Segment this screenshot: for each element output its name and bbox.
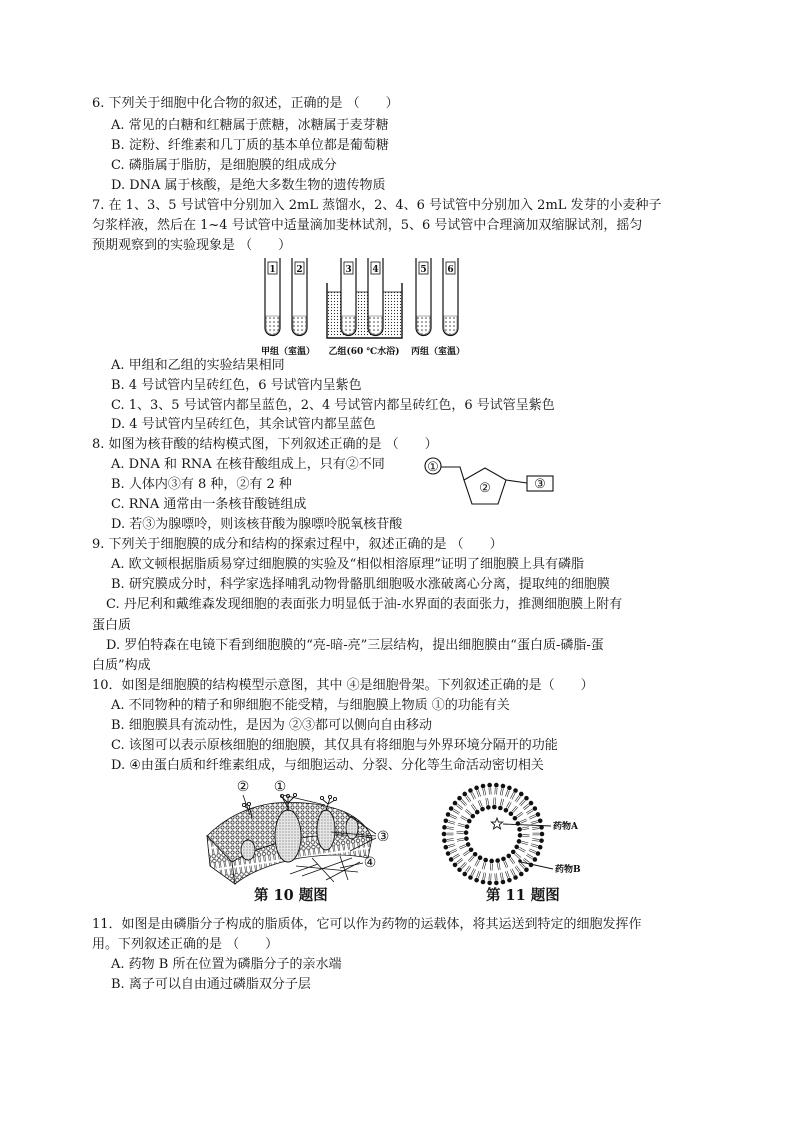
tube-number-4: 4 [372, 265, 379, 275]
liposome-diagram [435, 778, 595, 888]
phospholipid-head [501, 857, 506, 862]
label-2: ② [236, 779, 250, 795]
phospholipid-tail [453, 811, 459, 815]
phospholipid-head [446, 812, 451, 817]
phospholipid-tail [500, 873, 501, 880]
phospholipid-tail [517, 813, 523, 817]
question-10-option-c: C. 该图可以表示原核细胞的细胞膜，其仅具有将细胞与外界环境分隔开的功能 [111, 738, 558, 753]
label-pentose: ② [479, 481, 491, 496]
nucleotide-diagram [420, 452, 560, 512]
phospholipid-tail [484, 863, 486, 870]
phospholipid-tail [456, 805, 461, 809]
phospholipid-tail [448, 821, 455, 823]
drug-b-label: 药物B [555, 865, 581, 875]
question-9-option-d-continued: 白质”构成 [92, 658, 151, 673]
test-tube-4 [368, 258, 383, 336]
phospholipid-head [483, 858, 488, 863]
phospholipid-tail [483, 872, 484, 879]
phospholipid-head [536, 851, 541, 856]
phospholipid-head [489, 859, 494, 864]
phospholipid-head [486, 805, 491, 810]
question-9-option-d: D. 罗伯特森在电镜下看到细胞膜的“亮-暗-亮”三层结构，提出细胞膜由“蛋白质-磷脂-蛋 [106, 638, 604, 653]
question-10-stem: 10．如图是细胞膜的结构模型示意图，其中 ④是细胞骨架。下列叙述正确的是（ ） [92, 678, 594, 693]
tube-number-5: 5 [420, 265, 427, 275]
question-10-option-a: A. 不同物种的精子和卵细胞不能受精，与细胞膜上物质 ①的功能有关 [111, 698, 510, 713]
phospholipid-tail [463, 850, 469, 854]
phospholipid-head [501, 880, 506, 885]
phospholipid-head [514, 845, 519, 850]
drug-a-star [491, 818, 502, 829]
phospholipid-head [524, 868, 529, 873]
label-3: ③ [376, 829, 390, 845]
phospholipid-head [519, 792, 524, 797]
phospholipid-tail [462, 863, 467, 868]
phospholipid-tail [447, 840, 454, 841]
phospholipid-tail [526, 855, 532, 859]
test-tube-3 [341, 258, 356, 336]
phospholipid-tail [461, 801, 466, 806]
phospholipid-head [470, 814, 475, 819]
question-11-stem-line-2: 用。下列叙述正确的是 （ ） [92, 937, 279, 952]
phospholipid-head [442, 838, 447, 843]
phospholipid-head [513, 816, 518, 821]
phospholipid-tail [531, 844, 538, 846]
phospholipid-tail [447, 827, 454, 828]
test-tube-5 [416, 258, 431, 336]
phospholipid-head [457, 796, 462, 801]
phospholipid-tail [484, 873, 485, 880]
phospholipid-head [504, 808, 509, 813]
phospholipid-head [518, 833, 523, 838]
question-7-stem-line-2: 匀浆样液，然后在 1~4 号试管中适量滴加斐林试剂，5、6 号试管中合理滴加双缩脲试剂，摇匀 [92, 218, 643, 233]
phospholipid-tail [462, 799, 467, 804]
phospholipid-head [513, 788, 518, 793]
phospholipid-tail [447, 838, 454, 839]
question-11-option-a: A. 药物 B 所在位置为磷脂分子的亲水端 [111, 957, 342, 972]
phospholipid-tail [465, 866, 469, 872]
phospholipid-tail [524, 858, 529, 862]
phospholipid-tail [499, 863, 500, 870]
phospholipid-tail [482, 862, 484, 869]
phospholipid-tail [483, 789, 484, 796]
phospholipid-tail [522, 829, 529, 830]
question-8-option-d: D. 若③为腺嘌呤，则该核苷酸为腺嘌呤脱氧核苷酸 [111, 517, 403, 532]
question-10-option-b: B. 细胞膜具有流动性，是因为 ②③都可以侧向自由移动 [111, 718, 432, 733]
phospholipid-tail [454, 855, 460, 859]
phospholipid-head [494, 881, 499, 886]
question-10-option-d: D. ④由蛋白质和纤维素组成，与细胞运动、分裂、分化等生命活动密切相关 [111, 758, 544, 773]
phospholipid-tail [532, 838, 539, 839]
phospholipid-head [533, 806, 538, 811]
question-8-option-c: C. RNA 通常由一条核苷酸链组成 [111, 497, 307, 512]
embedded-protein [241, 840, 255, 860]
phospholipid-tail [497, 863, 498, 870]
phospholipid-head [466, 842, 471, 847]
phospholipid-tail [500, 799, 502, 806]
phospholipid-head [495, 858, 500, 863]
phospholipid-head [442, 825, 447, 830]
phospholipid-tail [515, 795, 519, 801]
question-8-stem: 8. 如图为核苷酸的结构模式图，下列叙述正确的是 （ ） [92, 437, 438, 452]
phospholipid-tail [527, 854, 533, 858]
phosphate-sugar-bond [441, 467, 464, 480]
phospholipid-tail [472, 804, 476, 810]
phospholipid-tail [458, 823, 465, 825]
phospholipid-head [498, 806, 503, 811]
phospholipid-head [444, 845, 449, 850]
phospholipid-tail [511, 857, 515, 863]
phospholipid-tail [512, 806, 517, 811]
phospholipid-head [468, 788, 473, 793]
phospholipid-tail [457, 838, 464, 839]
phospholipid-head [457, 868, 462, 873]
phospholipid-tail [532, 840, 539, 841]
phospholipid-head [462, 872, 467, 877]
phospholipid-tail [516, 812, 522, 816]
phospholipid-tail [522, 827, 529, 828]
phospholipid-head [449, 806, 454, 811]
phospholipid-head [475, 810, 480, 815]
phospholipid-head [519, 872, 524, 877]
phospholipid-head [536, 812, 541, 817]
phospholipid-tail [502, 789, 503, 796]
phospholipid-head [533, 857, 538, 862]
phospholipid-tail [527, 811, 533, 815]
phospholipid-tail [515, 867, 519, 873]
phospholipid-tail [523, 804, 528, 808]
phospholipid-head [506, 854, 511, 859]
phospholipid-head [507, 878, 512, 883]
phospholipid-tail [457, 840, 464, 841]
phospholipid-head [494, 783, 499, 788]
question-9-option-c-continued: 蛋白质 [92, 618, 132, 633]
tube-number-3: 3 [345, 265, 352, 275]
phospholipid-tail [458, 825, 465, 827]
transmembrane-protein [317, 810, 335, 850]
question-9-stem: 9. 下列关于细胞膜的成分和结构的探索过程中，叙述正确的是 （ ） [92, 537, 503, 552]
phospholipid-tail [502, 799, 504, 806]
question-7-option-d: D. 4 号试管内呈砖红色，其余试管内都呈蓝色 [111, 417, 376, 432]
phospholipid-tail [456, 858, 461, 862]
phospholipid-tail [517, 797, 521, 803]
phospholipid-head [474, 878, 479, 883]
phospholipid-head [480, 807, 485, 812]
tube-number-2: 2 [296, 265, 303, 275]
phospholipid-tail [509, 858, 513, 864]
phospholipid-tail [526, 809, 532, 813]
phospholipid-tail [532, 827, 539, 828]
label-phosphate: ① [427, 460, 439, 475]
phospholipid-head [446, 851, 451, 856]
phospholipid-head [487, 783, 492, 788]
phospholipid-head [517, 839, 522, 844]
label-4: ④ [363, 855, 377, 871]
phospholipid-head [464, 836, 469, 841]
phospholipid-tail [447, 829, 454, 830]
phospholipid-tail [454, 809, 460, 813]
phospholipid-head [444, 818, 449, 823]
phospholipid-head [453, 863, 458, 868]
cell-membrane-model [200, 776, 392, 888]
phospholipid-tail [521, 801, 526, 806]
phospholipid-tail [448, 844, 455, 846]
phospholipid-tail [519, 799, 524, 804]
phospholipid-head [524, 796, 529, 801]
cytoskeleton-fibers [290, 856, 360, 882]
group-label-yi: 乙组(60 ℃水浴) [328, 347, 400, 357]
group-label-jia: 甲组（室温） [260, 347, 316, 357]
phospholipid-head [467, 819, 472, 824]
phospholipid-tail [467, 795, 471, 801]
phospholipid-tail [515, 854, 520, 859]
question-7-option-b: B. 4 号试管内呈砖红色，6 号试管内呈紫色 [111, 378, 362, 393]
phospholipid-head [473, 852, 478, 857]
question-7-option-c: C. 1、3、5 号试管内都呈蓝色，2、4 号试管内都呈砖红色，6 号试管呈紫色 [111, 398, 555, 413]
phospholipid-tail [488, 798, 489, 805]
phospholipid-head [539, 838, 544, 843]
drug-a-label: 药物A [553, 822, 578, 832]
figure-10-caption: 第 10 题图 [254, 887, 328, 904]
phospholipid-head [478, 855, 483, 860]
phospholipid-tail [468, 856, 473, 861]
phospholipid-tail [531, 821, 538, 823]
phospholipid-tail [521, 843, 528, 845]
phospholipid-tail [453, 854, 459, 858]
question-6-option-b: B. 淀粉、纤维素和几丁质的基本单位都是葡萄糖 [111, 138, 389, 153]
phospholipid-head [538, 818, 543, 823]
phospholipid-head [509, 811, 514, 816]
phospholipid-head [481, 880, 486, 885]
question-7-stem-line-3: 预期观察到的实验现象是 （ ） [92, 238, 292, 253]
phospholipid-tail [448, 846, 455, 848]
question-11-stem-line-1: 11．如图是由磷脂分子构成的脂质体，它可以作为药物的运载体，将其运送到特定的细胞发挥作 [92, 917, 642, 932]
test-tube-1 [265, 258, 280, 336]
phospholipid-tail [531, 846, 538, 848]
phospholipid-tail [471, 805, 475, 811]
question-11-option-b: B. 离子可以自由通过磷脂双分子层 [111, 977, 311, 992]
tube-number-1: 1 [269, 265, 276, 275]
phospholipid-head [529, 801, 534, 806]
phospholipid-head [540, 832, 545, 837]
tube-number-6: 6 [447, 265, 454, 275]
label-1: ① [273, 779, 287, 795]
phospholipid-tail [502, 872, 503, 879]
group-label-bing: 丙组（室温） [410, 347, 466, 357]
phospholipid-tail [519, 863, 524, 868]
water-bath-water [328, 292, 401, 337]
phospholipid-head [492, 805, 497, 810]
transmembrane-protein [275, 810, 301, 862]
phospholipid-tail [513, 807, 518, 812]
question-9-option-a: A. 欧文顿根据脂质易穿过细胞膜的实验及“相似相溶原理”证明了细胞膜上具有磷脂 [111, 557, 584, 572]
phospholipid-head [469, 847, 474, 852]
question-7-stem-line-1: 7. 在 1、3、5 号试管中分别加入 2mL 蒸馏水，2、4、6 号试管中分别加入 2mL 发芽的小麦种子 [92, 198, 662, 213]
phospholipid-head [474, 786, 479, 791]
phospholipid-head [453, 801, 458, 806]
phospholipid-tail [465, 811, 470, 816]
phospholipid-tail [516, 853, 521, 858]
drug-a-pointer [503, 824, 551, 826]
phospholipid-head [501, 784, 506, 789]
phospholipid-head [538, 845, 543, 850]
phospholipid-tail [448, 822, 455, 824]
phospholipid-tail [461, 862, 466, 867]
phospholipid-tail [465, 797, 469, 803]
question-7-option-a: A. 甲组和乙组的实验结果相同 [111, 358, 285, 373]
phospholipid-tail [522, 841, 529, 843]
phospholipid-head [507, 786, 512, 791]
phospholipid-tail [531, 822, 538, 824]
sugar-base-bond [506, 480, 527, 483]
liposome-bilayer [442, 783, 545, 885]
phospholipid-tail [466, 809, 471, 814]
phospholipid-tail [532, 829, 539, 830]
phospholipid-tail [464, 852, 470, 856]
phospholipid-head [462, 792, 467, 797]
phospholipid-tail [524, 805, 529, 809]
phospholipid-tail [467, 867, 471, 873]
phospholipid-head [481, 784, 486, 789]
phospholipid-tail [517, 866, 521, 872]
question-8-option-a: A. DNA 和 RNA 在核苷酸组成上，只有②不同 [111, 457, 385, 472]
phospholipid-tail [458, 860, 463, 864]
phospholipid-head [449, 857, 454, 862]
question-6-stem: 6. 下列关于细胞中化合物的叙述，正确的是 （ ） [92, 96, 399, 111]
question-8-option-b: B. 人体内③有 8 种，②有 2 种 [111, 477, 292, 492]
question-9-option-c: C. 丹尼利和戴维森发现细胞的表面张力明显低于油-水界面的表面张力，推测细胞膜上附有 [106, 597, 623, 612]
phospholipid-tail [470, 857, 475, 862]
phospholipid-tail [484, 788, 485, 795]
question-6-option-c: C. 磷脂属于脂肪，是细胞膜的组成成分 [111, 158, 337, 173]
phospholipid-tail [458, 804, 463, 808]
question-9-option-b: B. 研究膜成分时，科学家选择哺乳动物骨骼肌细胞吸水涨破离心分离，提取纯的细胞膜 [111, 577, 610, 592]
figure-11-caption: 第 11 题图 [486, 887, 560, 904]
phospholipid-head [517, 827, 522, 832]
phospholipid-head [464, 830, 469, 835]
phospholipid-head [468, 875, 473, 880]
phospholipid-tail [500, 788, 501, 795]
phospholipid-head [511, 850, 516, 855]
test-tube-6 [443, 258, 458, 336]
test-tube-2 [292, 258, 307, 336]
test-tube-figure [255, 252, 470, 360]
question-6-option-a: A. 常见的白糖和红糖属于蔗糖，冰糖属于麦芽糖 [111, 118, 389, 133]
phospholipid-head [465, 824, 470, 829]
phospholipid-tail [486, 798, 487, 805]
question-6-option-d: D. DNA 属于核酸，是绝大多数生物的遗传物质 [111, 178, 386, 193]
label-base: ③ [534, 477, 546, 492]
phospholipid-head [487, 881, 492, 886]
phospholipid-head [442, 832, 447, 837]
phospholipid-head [513, 875, 518, 880]
